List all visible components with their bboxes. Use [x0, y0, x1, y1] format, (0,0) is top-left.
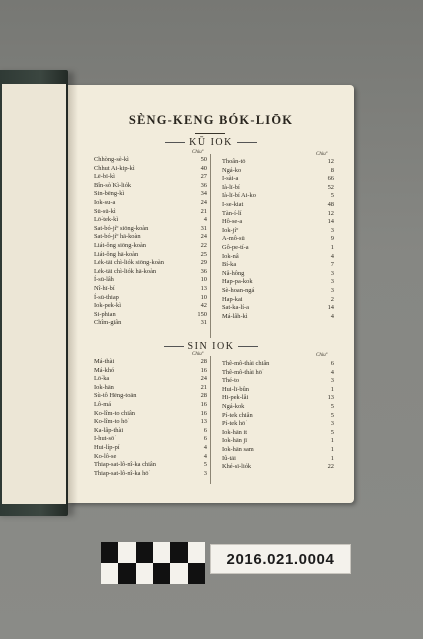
book-entry [94, 216, 207, 225]
book-name: Pí-tek chiân [222, 411, 253, 419]
checker-square [170, 563, 187, 584]
book-entry [222, 446, 334, 455]
book-entry [94, 358, 207, 367]
section-heading-text: KŪ IOK [189, 137, 233, 148]
section-heading-ku-iok [68, 137, 354, 148]
book-entry [94, 470, 207, 479]
chapter-column-label: Chiuº [192, 352, 204, 357]
chapter-count: 4 [330, 312, 334, 320]
chapter-count: 1 [330, 445, 334, 453]
chapter-count: 14 [327, 304, 334, 312]
chapter-count: 1 [330, 243, 334, 251]
chapter-count: 34 [200, 190, 207, 198]
book-name: Liát-ông hā-koàn [94, 250, 139, 258]
chapter-count: 36 [200, 181, 207, 189]
book-name: Si-phian [94, 310, 116, 318]
chapter-count: 9 [330, 235, 334, 243]
book-name: Má-thài [94, 358, 115, 365]
book-name: Má-lâh-kì [222, 312, 248, 320]
book-entry [94, 375, 207, 384]
chapter-count: 16 [200, 400, 207, 408]
chapter-count: 13 [327, 394, 334, 402]
book-entry [94, 367, 207, 376]
column-divider [210, 356, 211, 484]
book-entry [94, 311, 207, 320]
book-name: Nâ-hông [222, 269, 245, 277]
chapter-column-label: Chiuº [316, 152, 328, 157]
heading-rule-right [237, 142, 257, 143]
book-entry [222, 218, 334, 227]
chapter-count: 22 [327, 463, 334, 471]
chapter-count: 8 [330, 166, 334, 174]
chapter-count: 3 [330, 278, 334, 286]
heading-rule-right [238, 346, 258, 347]
chapter-count: 52 [327, 183, 334, 191]
chapter-count: 6 [330, 360, 334, 367]
book-name: Hi-pek-lâi [222, 394, 249, 402]
book-name: Lō͘-tek-kì [94, 216, 119, 224]
book-name: Ià-lī-bí Ai-ko [222, 192, 256, 200]
book-entry [94, 182, 207, 191]
book-list-sin-iok-left [94, 358, 207, 478]
book-name: Lô-má [94, 400, 112, 408]
book-name: A-mô-sū [222, 235, 245, 243]
book-name: Ngá-kok [222, 402, 245, 410]
catalog-number-label: 2016.021.0004 [210, 544, 351, 574]
book-name: Iok-hān [94, 383, 114, 391]
chapter-count: 48 [327, 200, 334, 208]
chapter-count: 5 [330, 192, 334, 200]
book-name: Sè-hoan-ngá [222, 286, 255, 294]
checker-square [188, 542, 205, 563]
book-entry [222, 227, 334, 236]
book-entry [222, 201, 334, 210]
book-name: Hap-kai [222, 295, 243, 303]
book-name: Iû-tāi [222, 454, 236, 462]
book-entry [222, 455, 334, 464]
chapter-count: 1 [330, 385, 334, 393]
book-name: Má-khó [94, 366, 115, 374]
book-name: Thoân-tō [222, 158, 246, 165]
book-entry [222, 377, 334, 386]
chapter-count: 10 [200, 293, 207, 301]
title-rule [195, 133, 225, 134]
book-entry [94, 251, 207, 260]
book-name: Thiap-sat-lô-nî-ka chiân [94, 461, 156, 469]
book-entry [94, 190, 207, 199]
chapter-count: 40 [200, 164, 207, 172]
book-name: Gô-pe-tí-a [222, 243, 249, 251]
checker-square [153, 563, 170, 584]
chapter-count: 21 [200, 383, 207, 391]
chapter-count: 31 [200, 319, 207, 327]
chapter-count: 12 [327, 158, 334, 165]
book-name: Iok-pek-kì [94, 302, 121, 310]
book-entry [94, 294, 207, 303]
book-entry [222, 158, 334, 167]
chapter-count: 36 [200, 267, 207, 275]
book-entry [94, 410, 207, 419]
chapter-count: 12 [327, 209, 334, 217]
book-entry [222, 437, 334, 446]
chapter-count: 4 [203, 452, 207, 460]
chapter-count: 16 [200, 366, 207, 374]
book-name: Liát-ông siōng-koàn [94, 241, 147, 249]
book-entry [94, 302, 207, 311]
checker-square [153, 542, 170, 563]
page-title: SÈNG-KENG BÓK-LIŌK [128, 113, 294, 127]
chapter-count: 3 [330, 420, 334, 428]
chapter-count: 29 [200, 259, 207, 267]
book-list-sin-iok-right [222, 360, 334, 472]
chapter-count: 1 [330, 437, 334, 445]
chapter-count: 4 [203, 216, 207, 224]
chapter-count: 42 [200, 302, 207, 310]
book-entry [222, 261, 334, 270]
book-entry [94, 384, 207, 393]
checker-square [170, 542, 187, 563]
chapter-count: 21 [200, 207, 207, 215]
chapter-count: 4 [203, 443, 207, 451]
checker-square [188, 563, 205, 584]
chapter-count: 150 [197, 310, 207, 318]
book-name: Lō͘-ka [94, 375, 110, 383]
book-name: Iok-su-a [94, 198, 116, 206]
book-name: Sat-ka-lí-a [222, 304, 249, 312]
chapter-count: 22 [200, 241, 207, 249]
chapter-count: 66 [327, 175, 334, 183]
chapter-count: 13 [200, 418, 207, 426]
book-entry [222, 296, 334, 305]
book-entry [94, 233, 207, 242]
book-name: Bîn-sò͘ Kì-liók [94, 181, 132, 189]
book-name: Hui-lī-bûn [222, 385, 249, 393]
chapter-count: 7 [330, 261, 334, 269]
book-name: Thê-mô-thài chiân [222, 360, 270, 367]
chapter-count: 27 [200, 173, 207, 181]
column-divider [210, 154, 211, 338]
book-entry [222, 313, 334, 322]
book-entry [222, 386, 334, 395]
book-name: Sù-tô Hēng-toān [94, 392, 137, 400]
chapter-count: 16 [200, 409, 207, 417]
book-entry [222, 192, 334, 201]
book-name: Thê-mô-thài hō͘ [222, 368, 262, 376]
chapter-count: 5 [330, 428, 334, 436]
book-name: Ka-lâp-thài [94, 426, 124, 434]
book-name: I-se-kiat [222, 200, 244, 208]
book-entry [222, 167, 334, 176]
book-entry [222, 270, 334, 279]
book-entry [222, 184, 334, 193]
chapter-count: 24 [200, 233, 207, 241]
book-entry [222, 304, 334, 313]
book-name: Chhòng-sè-kì [94, 156, 129, 163]
book-entry [94, 156, 207, 165]
chapter-count: 13 [200, 284, 207, 292]
book-entry [94, 199, 207, 208]
book-name: Pí-tek hō͘ [222, 420, 246, 428]
book-name: Khé-sī-liók [222, 463, 252, 471]
book-list-ku-iok-left [94, 156, 207, 328]
book-entry [94, 259, 207, 268]
book-entry [94, 276, 207, 285]
book-name: Lē-bī-kì [94, 173, 115, 181]
book-name: Lėk-tāi chì-liók siōng-koàn [94, 259, 164, 267]
chapter-column-label: Chiuº [192, 150, 204, 155]
book-name: Tàn-í-lí [222, 209, 242, 217]
book-name: Sū-sū-kì [94, 207, 116, 215]
book-entry [94, 165, 207, 174]
chapter-count: 31 [200, 224, 207, 232]
book-entry [222, 210, 334, 219]
book-name: Ià-lī-bí [222, 183, 240, 191]
chapter-count: 6 [203, 435, 207, 443]
chapter-count: 1 [330, 454, 334, 462]
book-entry [222, 403, 334, 412]
book-name: Hô-se-a [222, 218, 243, 226]
book-entry [222, 235, 334, 244]
chapter-count: 3 [203, 469, 207, 477]
book-name: Ko-lîm-to hō͘ [94, 418, 128, 426]
chapter-count: 14 [327, 218, 334, 226]
book-name: Sin-bēng-kì [94, 190, 125, 198]
section-heading-text: SIN IOK [187, 341, 235, 352]
chapter-count: 4 [330, 368, 334, 376]
section-heading-sin-iok [68, 341, 354, 352]
chapter-count: 3 [330, 226, 334, 234]
chapter-count: 3 [330, 377, 334, 385]
book-entry [94, 427, 207, 436]
book-entry [222, 429, 334, 438]
book-entry [94, 401, 207, 410]
chapter-column-label: Chiuº [316, 353, 328, 358]
book-name: Ko-lô-se [94, 452, 117, 460]
chapter-count: 3 [330, 286, 334, 294]
book-entry [94, 444, 207, 453]
book-entry [94, 225, 207, 234]
book-name: Thé-to [222, 377, 240, 385]
book-name: Thiap-sat-lô-nî-ka hō͘ [94, 469, 149, 477]
chapter-count: 10 [200, 276, 207, 284]
book-entry [222, 360, 334, 369]
book-name: Sat-bó-jíº hā-koàn [94, 233, 141, 241]
checker-square [101, 542, 118, 563]
checker-square [136, 542, 153, 563]
checker-square [118, 563, 135, 584]
book-name: Hui-líp-pí [94, 443, 120, 451]
book-entry [222, 253, 334, 262]
book-entry [94, 392, 207, 401]
underlying-page [2, 84, 66, 504]
book-name: I-sài-a [222, 175, 239, 183]
chapter-count: 28 [200, 392, 207, 400]
book-name: Ngá-ko [222, 166, 242, 174]
color-checker-card [101, 542, 205, 584]
book-name: Hap-pa-kok [222, 278, 253, 286]
book-name: Ko-lîm-to chiân [94, 409, 135, 417]
book-name: Sat-bó-jíº siōng-koàn [94, 224, 149, 232]
book-entry [222, 175, 334, 184]
chapter-count: 24 [200, 375, 207, 383]
book-entry [222, 287, 334, 296]
book-entry [222, 463, 334, 472]
book-entry [94, 285, 207, 294]
chapter-count: 4 [330, 252, 334, 260]
book-entry [94, 208, 207, 217]
book-entry [222, 394, 334, 403]
chapter-count: 5 [203, 461, 207, 469]
book-entry [94, 173, 207, 182]
book-entry [222, 369, 334, 378]
heading-rule-left [165, 142, 185, 143]
book-entry [94, 453, 207, 462]
chapter-count: 5 [330, 411, 334, 419]
book-name: Í-sū-lâh [94, 276, 114, 284]
book-entry [94, 319, 207, 328]
book-name: Chîm-giân [94, 319, 122, 327]
book-name: Lėk-tāi chì-liók hā-koàn [94, 267, 157, 275]
book-name: Í-sū-thiap [94, 293, 119, 301]
book-entry [222, 278, 334, 287]
book-entry [94, 242, 207, 251]
book-entry [222, 244, 334, 253]
book-name: Iok-hān sam [222, 445, 254, 453]
book-name: Iok-nâ [222, 252, 239, 260]
book-list-ku-iok-right [222, 158, 334, 321]
book-name: Iok-hān jī [222, 437, 248, 445]
chapter-count: 24 [200, 198, 207, 206]
checker-square [136, 563, 153, 584]
book-name: Iok-hān it [222, 428, 248, 436]
checker-square [118, 542, 135, 563]
book-name: I-hut-sō͘ [94, 435, 115, 443]
book-entry [222, 420, 334, 429]
book-entry [94, 435, 207, 444]
book-name: Bí-ka [222, 261, 237, 269]
chapter-count: 2 [330, 295, 334, 303]
book-entry [94, 418, 207, 427]
chapter-count: 5 [330, 402, 334, 410]
book-entry [94, 461, 207, 470]
checker-square [101, 563, 118, 584]
heading-rule-left [164, 346, 184, 347]
chapter-count: 3 [330, 269, 334, 277]
chapter-count: 28 [200, 358, 207, 365]
book-name: Chhut Ai-kip-kì [94, 164, 135, 172]
chapter-count: 50 [200, 156, 207, 163]
book-name: Iok-jíº [222, 226, 239, 234]
book-name: Nî-hī-bí [94, 284, 115, 292]
chapter-count: 25 [200, 250, 207, 258]
book-entry [222, 412, 334, 421]
chapter-count: 6 [203, 426, 207, 434]
